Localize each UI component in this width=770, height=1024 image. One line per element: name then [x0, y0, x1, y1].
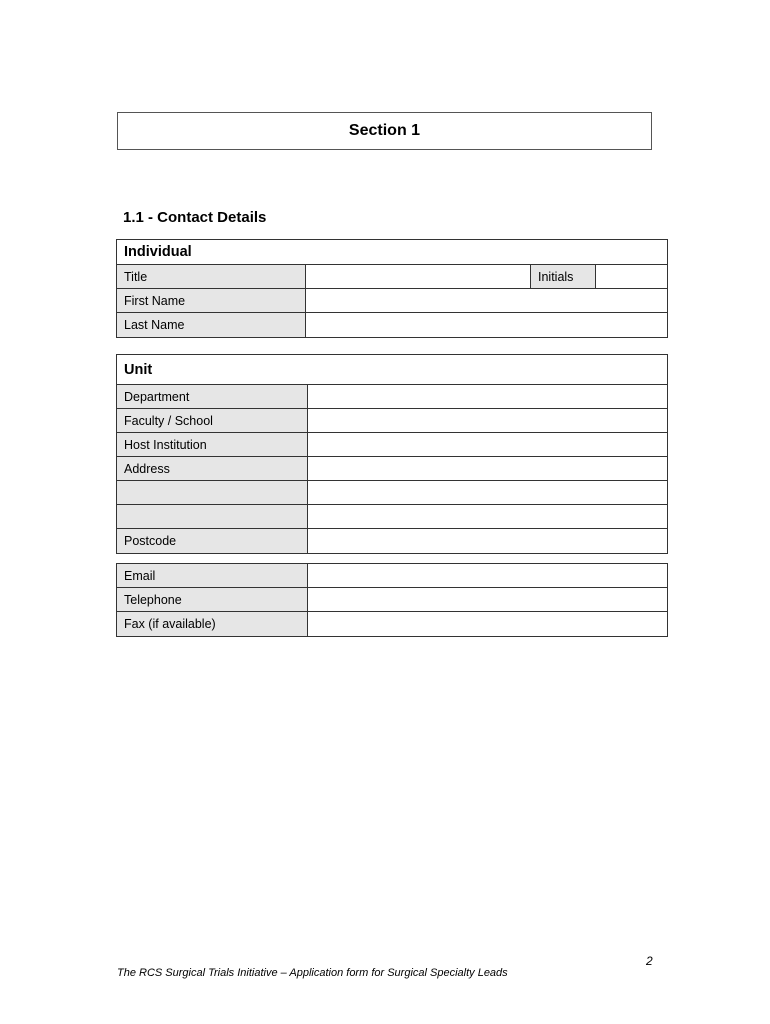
telephone-label: Telephone	[117, 588, 308, 611]
address-label-blank	[117, 505, 308, 528]
address-label: Address	[117, 457, 308, 480]
address-row	[117, 457, 667, 481]
department-field[interactable]	[308, 385, 667, 408]
first-name-label: First Name	[117, 289, 306, 312]
page-number: 2	[646, 954, 653, 968]
contact-table	[116, 563, 668, 637]
initials-label: Initials	[531, 265, 596, 288]
faculty-field[interactable]	[308, 409, 667, 432]
telephone-row	[117, 588, 667, 612]
individual-table	[116, 239, 668, 338]
address-row-3	[117, 505, 667, 529]
address-row-2	[117, 481, 667, 505]
postcode-row	[117, 529, 667, 553]
address-label-blank	[117, 481, 308, 504]
host-institution-label: Host Institution	[117, 433, 308, 456]
title-row	[117, 265, 667, 289]
fax-row	[117, 612, 667, 636]
contact-details-heading: 1.1 - Contact Details	[123, 209, 267, 226]
email-label: Email	[117, 564, 308, 587]
section-title: Section 1	[117, 112, 652, 150]
email-row	[117, 564, 667, 588]
last-name-row	[117, 313, 667, 337]
last-name-label: Last Name	[117, 313, 306, 337]
title-field[interactable]	[306, 265, 531, 288]
fax-label: Fax (if available)	[117, 612, 308, 636]
telephone-field[interactable]	[308, 588, 667, 611]
individual-header: Individual	[117, 240, 667, 265]
initials-field[interactable]	[596, 265, 667, 288]
unit-header: Unit	[117, 355, 667, 385]
title-label: Title	[117, 265, 306, 288]
fax-field[interactable]	[308, 612, 667, 636]
first-name-field[interactable]	[306, 289, 667, 312]
address-field-2[interactable]	[308, 481, 667, 504]
department-row	[117, 385, 667, 409]
address-field-1[interactable]	[308, 457, 667, 480]
faculty-row	[117, 409, 667, 433]
address-field-3[interactable]	[308, 505, 667, 528]
last-name-field[interactable]	[306, 313, 667, 337]
footer-text: The RCS Surgical Trials Initiative – Application form for Surgical Specialty Leads	[117, 967, 508, 979]
email-field[interactable]	[308, 564, 667, 587]
host-institution-field[interactable]	[308, 433, 667, 456]
faculty-label: Faculty / School	[117, 409, 308, 432]
unit-table	[116, 354, 668, 554]
department-label: Department	[117, 385, 308, 408]
host-institution-row	[117, 433, 667, 457]
first-name-row	[117, 289, 667, 313]
postcode-label: Postcode	[117, 529, 308, 553]
postcode-field[interactable]	[308, 529, 667, 553]
